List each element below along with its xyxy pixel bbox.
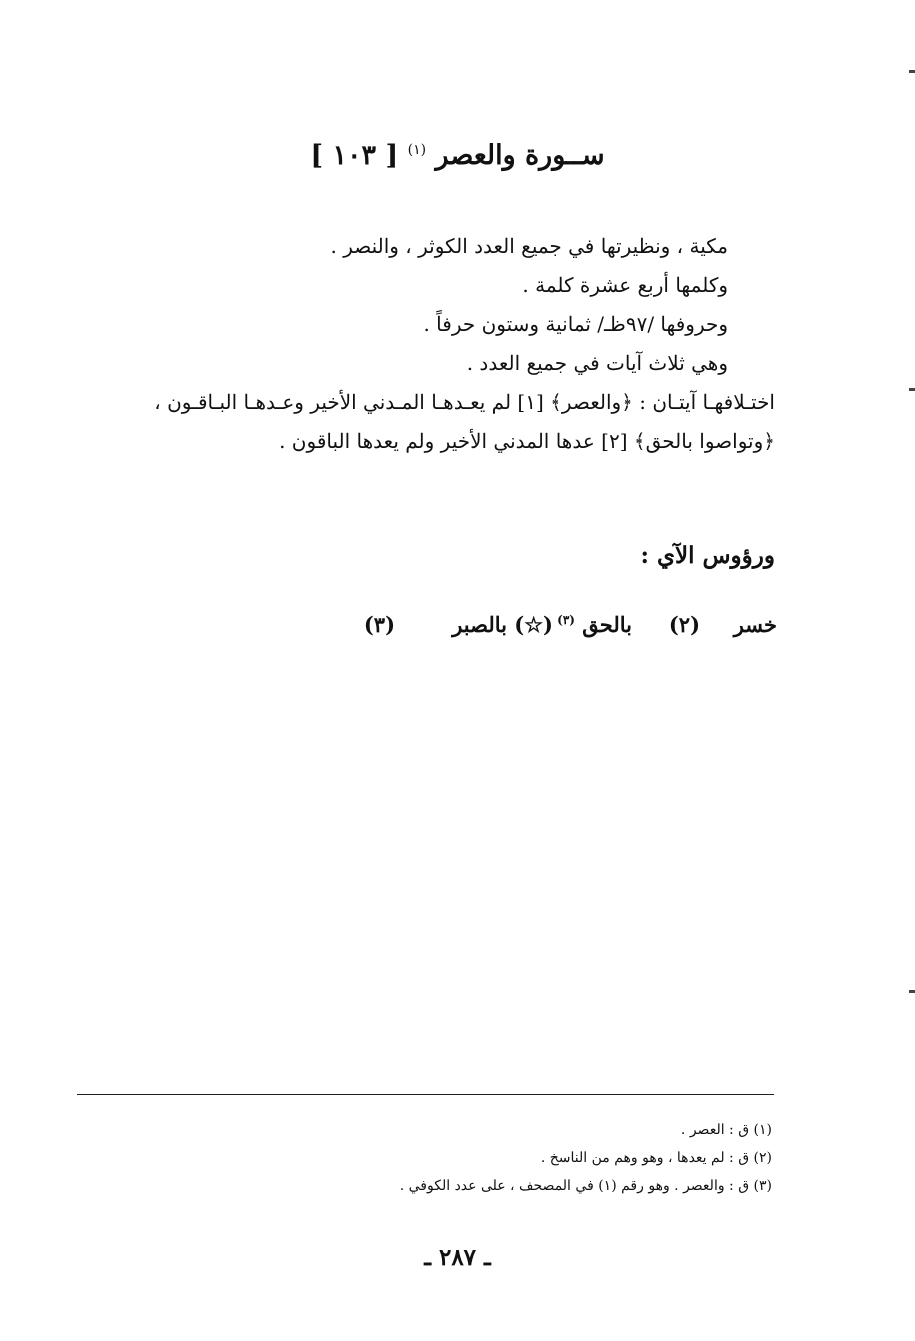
footnote: (١) ق : العصر . — [680, 1122, 772, 1138]
intro-line: اختـلافهـا آيتـان : ﴿والعصر﴾ [١] لم يعـدهـا المـدني الأخير وعـدهـا البـاقـون ، — [154, 390, 775, 414]
verse-end-word: بالصبر — [452, 612, 507, 637]
verse-end-marker: (٢) — [668, 612, 700, 637]
intro-line: مكية ، ونظيرتها في جميع العدد الكوثر ، والنصر . — [330, 234, 728, 258]
verse-end — [734, 612, 777, 637]
page-number: ـ ٢٨٧ ـ — [424, 1244, 491, 1271]
intro-line: وهي ثلاث آيات في جميع العدد . — [466, 351, 728, 375]
verse-end — [557, 612, 632, 637]
verse-end-marker: (٣) — [363, 612, 395, 637]
surah-title — [0, 140, 915, 171]
intro-line: وكلمها أربع عشرة كلمة . — [522, 273, 728, 297]
footnote: (٢) ق : لم يعدها ، وهو وهم من الناسخ . — [540, 1150, 772, 1166]
scan-edge-mark — [909, 70, 915, 73]
scan-edge-mark — [909, 990, 915, 993]
footnote: (٣) ق : والعصر . وهو رقم (١) في المصحف ، على عدد الكوفي . — [399, 1178, 772, 1194]
verse-end-marker: (☆) — [514, 612, 553, 637]
verse-footnote-ref: (٣) — [557, 613, 575, 627]
intro-line: وحروفها /٩٧ظـ/ ثمانية وستون حرفاً . — [423, 312, 728, 336]
surah-title-text: ســورة والعصر — [435, 140, 605, 171]
verse-end-word: بالحق — [582, 612, 632, 637]
scan-edge-mark — [909, 388, 915, 391]
footnote-divider — [77, 1094, 774, 1095]
title-footnote-ref: (١) — [407, 142, 427, 158]
verse-end-word: خسر — [733, 612, 777, 637]
verse-end — [452, 612, 553, 637]
surah-number: [ ١٠٣ ] — [310, 140, 399, 171]
intro-line: ﴿وتواصوا بالحق﴾ [٢] عدها المدني الأخير ولم يعدها الباقون . — [279, 429, 775, 453]
section-heading: ورؤوس الآي : — [640, 542, 775, 569]
